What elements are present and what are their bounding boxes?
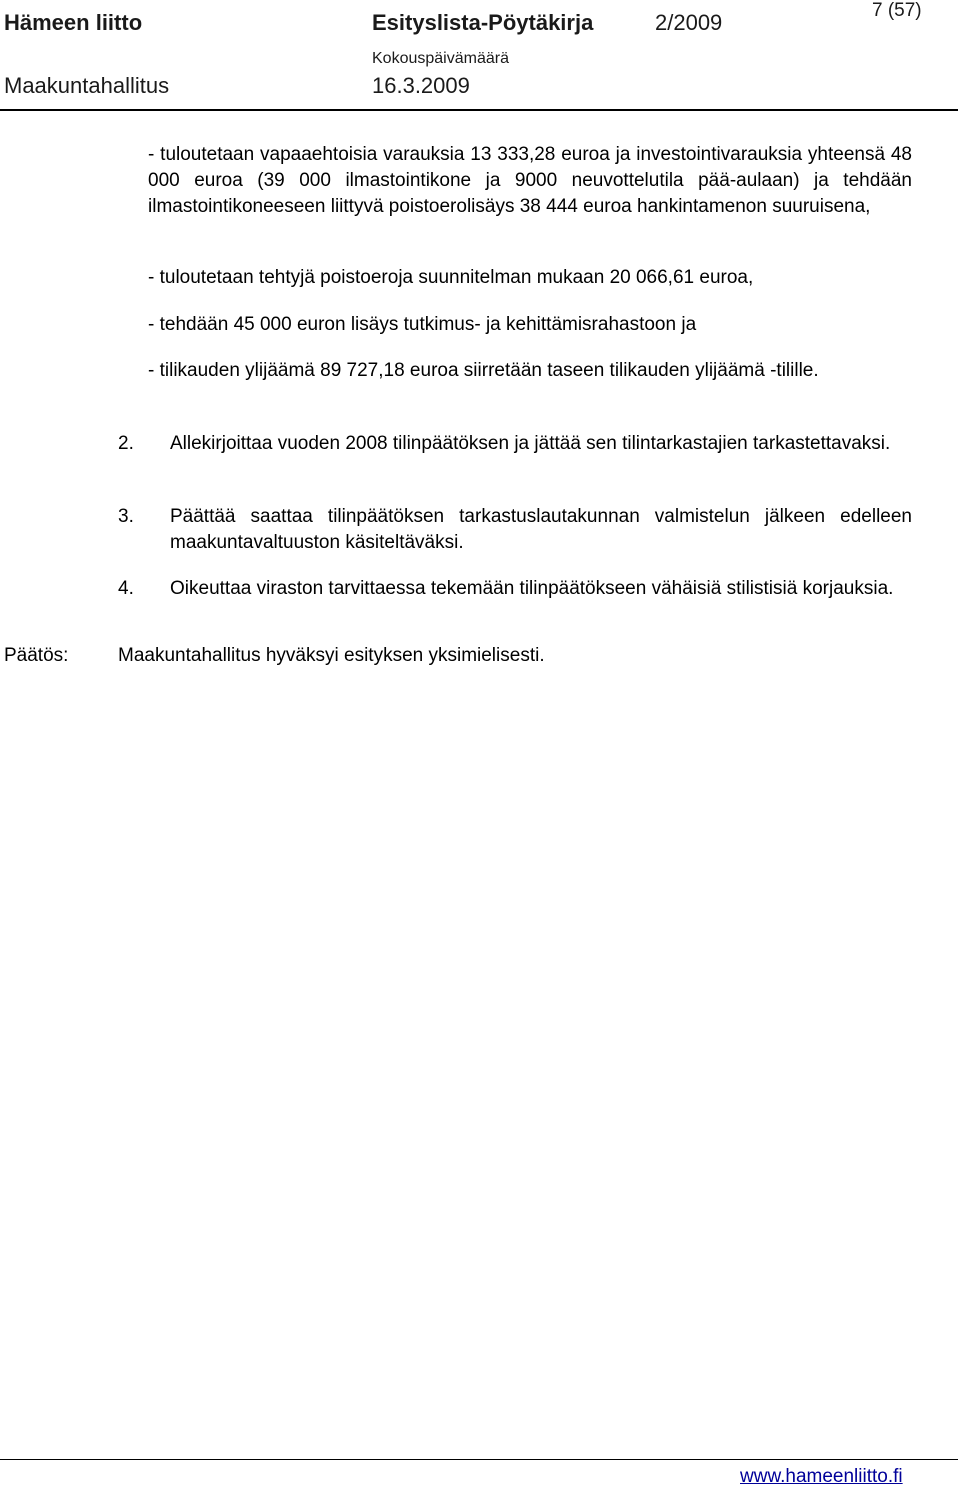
bullet-paragraph: - tuloutetaan tehtyjä poistoeroja suunnitelman mukaan 20 066,61 euroa, xyxy=(148,267,754,288)
bullet-paragraph: - tehdään 45 000 euron lisäys tutkimus- ja kehittämisrahastoon ja xyxy=(148,314,697,335)
item-text: Päättää saattaa tilinpäätöksen tarkastuslautakunnan valmistelun jälkeen edelleen maakuntavaltuuston käsiteltäväksi. xyxy=(170,506,912,553)
item-number: 3. xyxy=(118,506,134,527)
meeting-date: 16.3.2009 xyxy=(372,73,470,98)
document-type: Esityslista-Pöytäkirja xyxy=(372,10,594,35)
numbered-item xyxy=(118,504,912,556)
meeting-date-label: Kokouspäivämäärä xyxy=(372,50,509,67)
decision-text: Maakuntahallitus hyväksyi esityksen yksimielisesti. xyxy=(118,645,545,666)
header-divider xyxy=(0,109,958,111)
footer-divider xyxy=(0,1459,958,1460)
decision-label: Päätös: xyxy=(4,645,69,666)
item-number: 2. xyxy=(118,433,134,454)
website-link[interactable]: www.hameenliitto.fi xyxy=(740,1466,903,1487)
organization-name: Hämeen liitto xyxy=(4,10,143,35)
page-number: 7 (57) xyxy=(872,0,922,21)
numbered-item xyxy=(118,431,912,457)
numbered-item xyxy=(118,576,912,602)
item-text: Oikeuttaa viraston tarvittaessa tekemään tilinpäätökseen vähäisiä stilistisiä korjauksia. xyxy=(170,578,894,599)
bullet-paragraph: - tilikauden ylijäämä 89 727,18 euroa siirretään taseen tilikauden ylijäämä -tilille. xyxy=(148,360,819,381)
document-number: 2/2009 xyxy=(655,10,723,35)
item-number: 4. xyxy=(118,578,134,599)
governing-body: Maakuntahallitus xyxy=(4,73,170,98)
bullet-paragraph: - tuloutetaan vapaaehtoisia varauksia 13 333,28 euroa ja investointivarauksia yhteensä 48 000 euroa (39 000 ilmastointikone ja 9000 neuvottelutila pää-aulaan) ja tehdään ilmastointikoneeseen liittyvä poistoerolisäys 38 444 euroa hankintamenon suuruisena, xyxy=(148,144,912,217)
item-text: Allekirjoittaa vuoden 2008 tilinpäätöksen ja jättää sen tilintarkastajien tarkastettavaksi. xyxy=(170,433,891,454)
